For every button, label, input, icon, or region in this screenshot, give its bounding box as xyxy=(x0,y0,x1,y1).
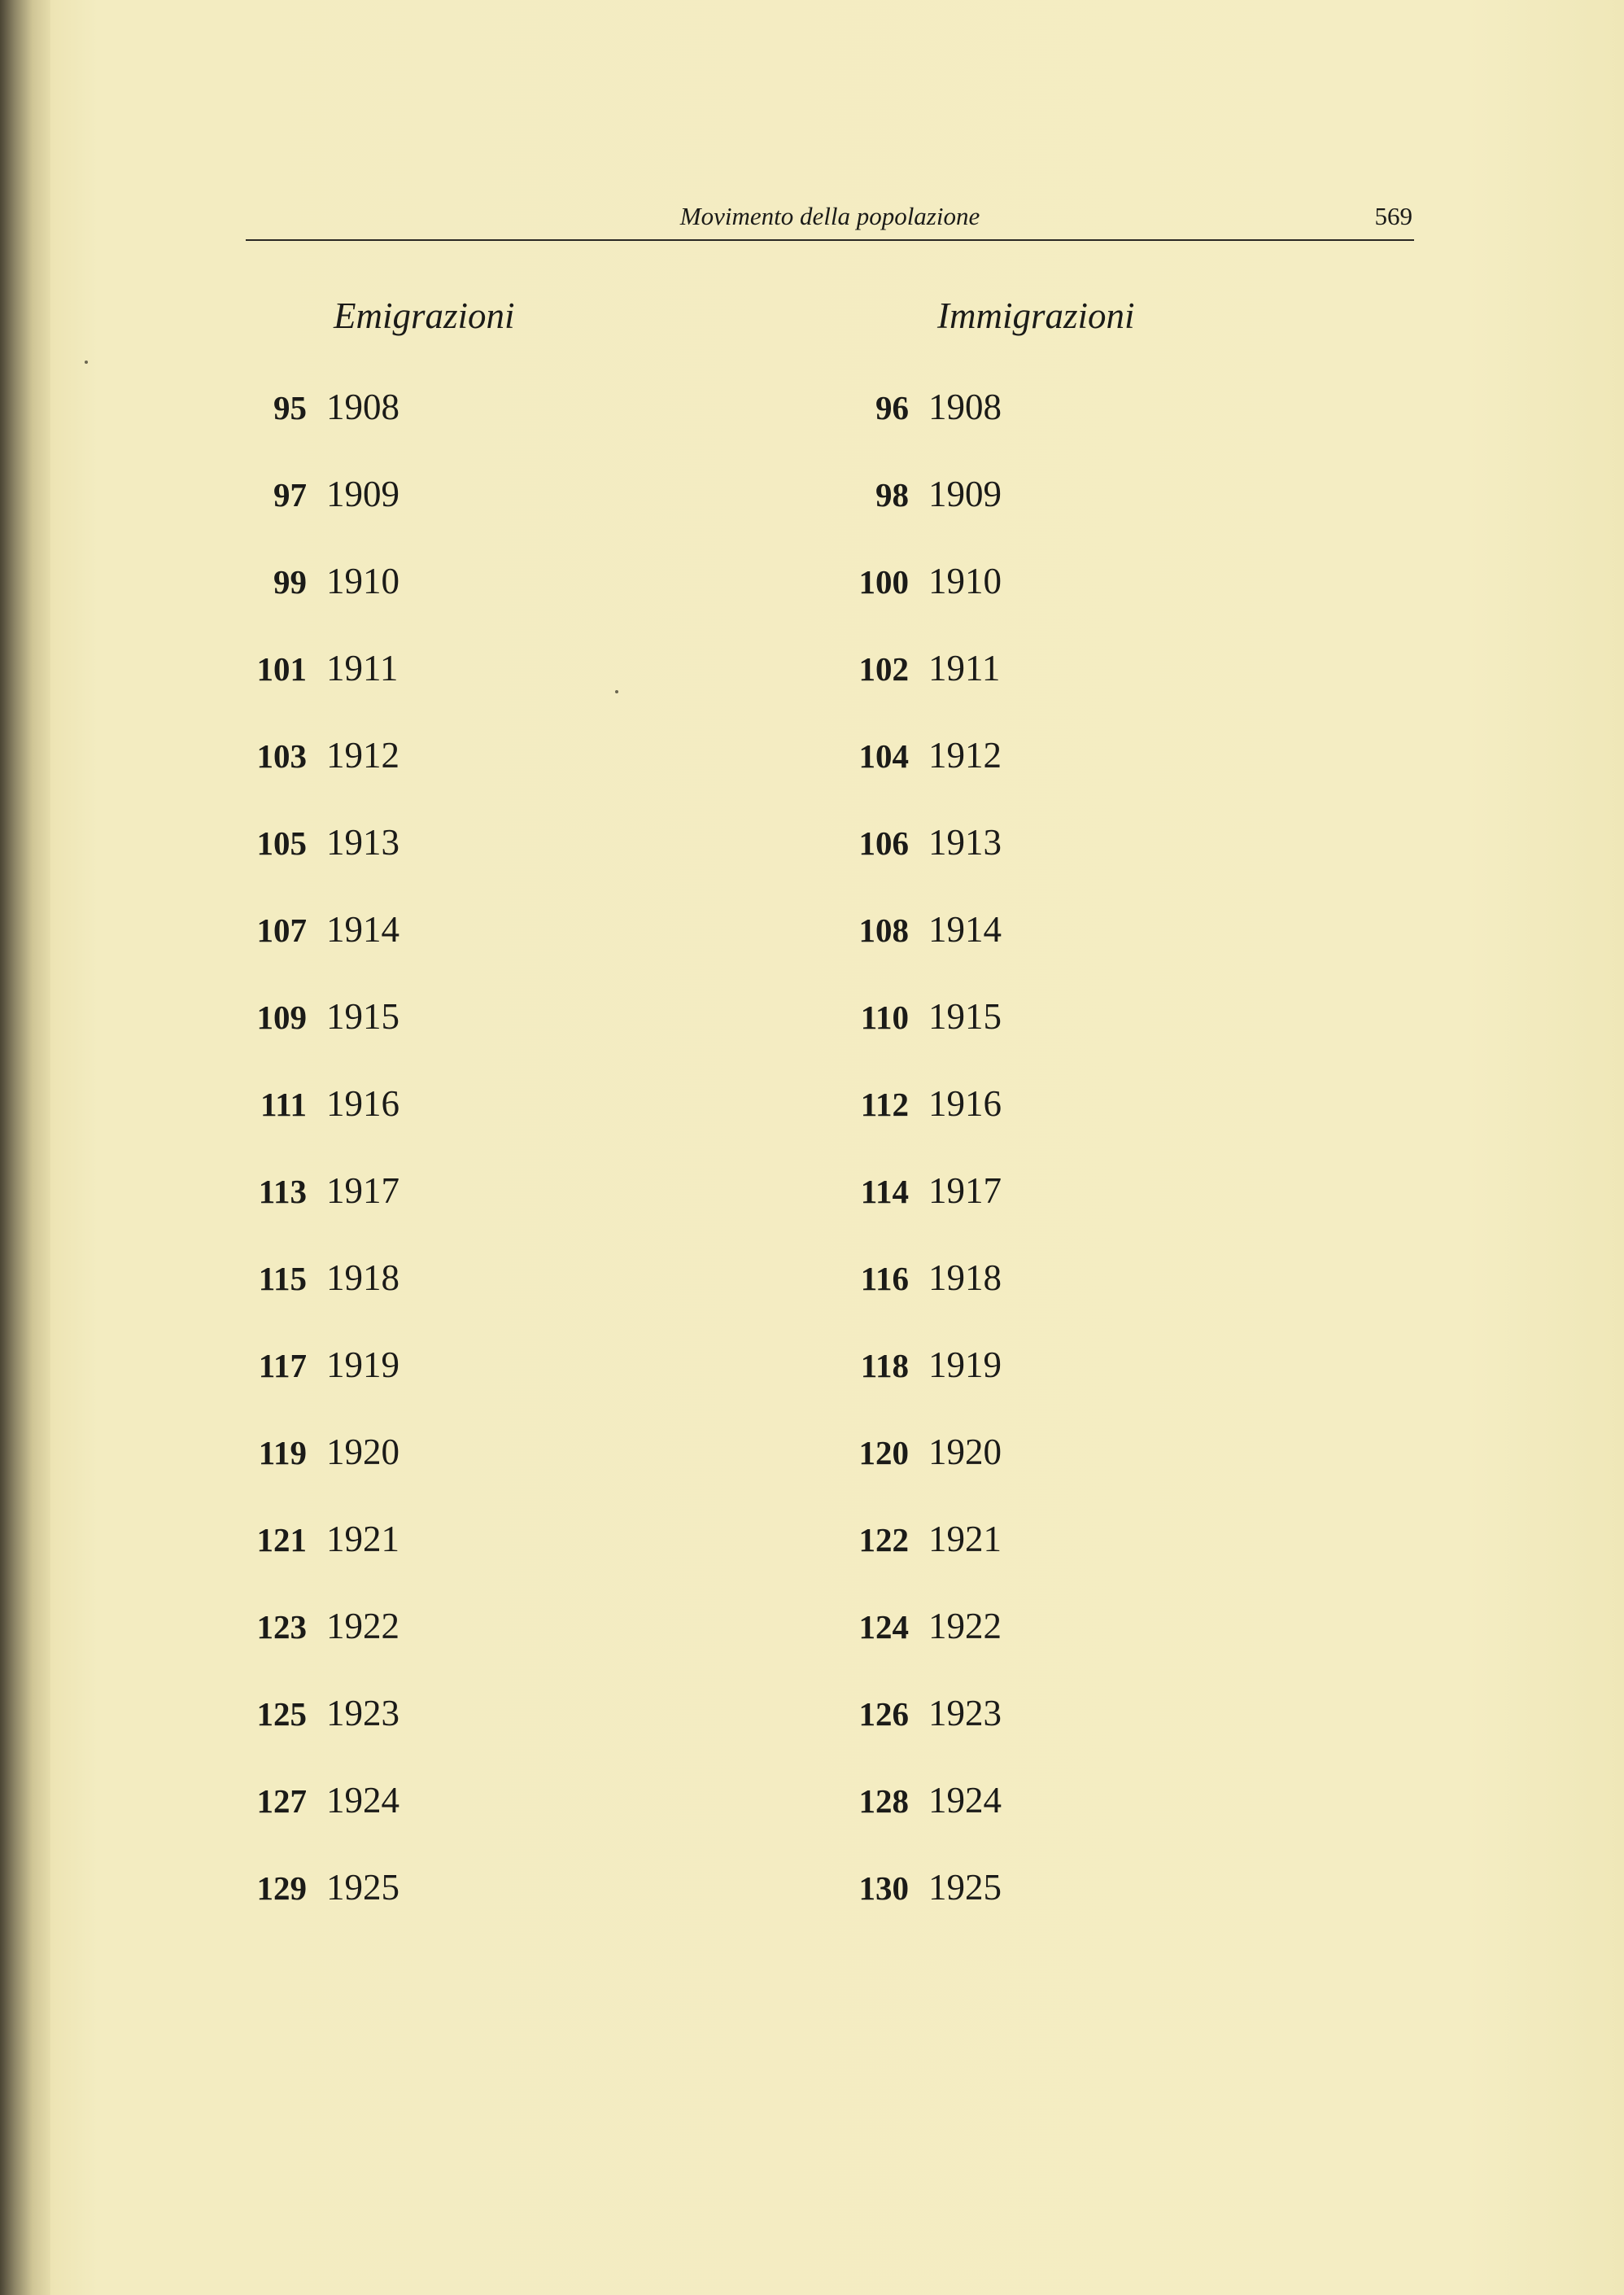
entry-year: 1920 xyxy=(326,1432,399,1472)
immigrazioni-row xyxy=(840,1426,1165,1513)
entry-number: 96 xyxy=(875,389,909,426)
immigrazioni-row xyxy=(840,555,1165,642)
entry-number: 107 xyxy=(256,911,307,949)
entry-number: 123 xyxy=(256,1608,307,1646)
entry-year: 1922 xyxy=(928,1606,1002,1646)
entry-year: 1925 xyxy=(326,1867,399,1908)
entry-year: 1919 xyxy=(928,1344,1002,1385)
book-spine-shadow xyxy=(0,0,50,2295)
emigrazioni-row xyxy=(238,729,563,816)
immigrazioni-row xyxy=(840,1600,1165,1687)
entry-number: 114 xyxy=(860,1173,909,1210)
entry-number: 126 xyxy=(858,1695,909,1733)
immigrazioni-heading: Immigrazioni xyxy=(937,295,1135,336)
immigrazioni-row xyxy=(840,990,1165,1078)
immigrazioni-row xyxy=(840,1252,1165,1339)
entry-year: 1922 xyxy=(326,1606,399,1646)
entry-number: 110 xyxy=(860,999,909,1036)
entry-number: 101 xyxy=(256,650,307,688)
immigrazioni-list xyxy=(840,381,1165,1948)
entry-number: 112 xyxy=(860,1086,909,1123)
immigrazioni-row xyxy=(840,1165,1165,1252)
entry-year: 1924 xyxy=(928,1780,1002,1821)
immigrazioni-row xyxy=(840,381,1165,468)
entry-number: 99 xyxy=(273,563,307,601)
entry-year: 1921 xyxy=(928,1519,1002,1559)
entry-number: 121 xyxy=(256,1521,307,1558)
immigrazioni-row xyxy=(840,903,1165,990)
emigrazioni-row xyxy=(238,1252,563,1339)
emigrazioni-row xyxy=(238,381,563,468)
ink-speck xyxy=(85,361,88,364)
entry-year: 1917 xyxy=(326,1170,399,1211)
entry-number: 124 xyxy=(858,1608,909,1646)
entry-number: 118 xyxy=(860,1347,909,1384)
entry-year: 1923 xyxy=(928,1693,1002,1733)
entry-number: 104 xyxy=(858,737,909,775)
entry-year: 1909 xyxy=(928,474,1002,514)
entry-year: 1924 xyxy=(326,1780,399,1821)
entry-year: 1918 xyxy=(928,1257,1002,1298)
entry-number: 113 xyxy=(258,1173,307,1210)
entry-number: 122 xyxy=(858,1521,909,1558)
entry-number: 100 xyxy=(858,563,909,601)
entry-number: 111 xyxy=(260,1086,307,1123)
immigrazioni-row xyxy=(840,1774,1165,1861)
entry-number: 119 xyxy=(258,1434,307,1471)
entry-number: 128 xyxy=(858,1782,909,1820)
entry-year: 1913 xyxy=(928,822,1002,863)
entry-number: 98 xyxy=(875,476,909,514)
entry-number: 129 xyxy=(256,1869,307,1907)
entry-year: 1909 xyxy=(326,474,399,514)
emigrazioni-list xyxy=(238,381,563,1948)
entry-year: 1920 xyxy=(928,1432,1002,1472)
emigrazioni-row xyxy=(238,903,563,990)
page-number: 569 xyxy=(1374,202,1412,230)
entry-year: 1908 xyxy=(928,387,1002,427)
entry-number: 116 xyxy=(860,1260,909,1297)
running-title: Movimento della popolazione xyxy=(679,202,980,230)
emigrazioni-row xyxy=(238,990,563,1078)
emigrazioni-row xyxy=(238,1339,563,1426)
entry-year: 1910 xyxy=(928,561,1002,601)
emigrazioni-row xyxy=(238,1687,563,1774)
emigrazioni-row xyxy=(238,1078,563,1165)
entry-number: 109 xyxy=(256,999,307,1036)
entry-number: 102 xyxy=(858,650,909,688)
emigrazioni-row xyxy=(238,816,563,903)
immigrazioni-row xyxy=(840,642,1165,729)
entry-year: 1911 xyxy=(928,648,1001,688)
entry-year: 1917 xyxy=(928,1170,1002,1211)
entry-number: 127 xyxy=(256,1782,307,1820)
entry-number: 115 xyxy=(258,1260,307,1297)
entry-year: 1911 xyxy=(326,648,399,688)
immigrazioni-row xyxy=(840,1339,1165,1426)
entry-year: 1923 xyxy=(326,1693,399,1733)
entry-year: 1912 xyxy=(928,735,1002,776)
emigrazioni-row xyxy=(238,468,563,555)
emigrazioni-row xyxy=(238,642,563,729)
immigrazioni-row xyxy=(840,468,1165,555)
entry-year: 1913 xyxy=(326,822,399,863)
immigrazioni-row xyxy=(840,1861,1165,1948)
entry-year: 1921 xyxy=(326,1519,399,1559)
entry-year: 1914 xyxy=(928,909,1002,950)
entry-number: 103 xyxy=(256,737,307,775)
entry-number: 95 xyxy=(273,389,307,426)
emigrazioni-row xyxy=(238,1600,563,1687)
entry-year: 1912 xyxy=(326,735,399,776)
immigrazioni-row xyxy=(840,729,1165,816)
entry-number: 106 xyxy=(858,824,909,862)
entry-year: 1919 xyxy=(326,1344,399,1385)
emigrazioni-row xyxy=(238,1426,563,1513)
emigrazioni-row xyxy=(238,555,563,642)
immigrazioni-row xyxy=(840,816,1165,903)
entry-year: 1918 xyxy=(326,1257,399,1298)
entry-year: 1916 xyxy=(326,1083,399,1124)
entry-year: 1915 xyxy=(326,996,399,1037)
entry-number: 120 xyxy=(858,1434,909,1471)
entry-year: 1925 xyxy=(928,1867,1002,1908)
immigrazioni-row xyxy=(840,1078,1165,1165)
entry-year: 1916 xyxy=(928,1083,1002,1124)
entry-year: 1915 xyxy=(928,996,1002,1037)
entry-year: 1914 xyxy=(326,909,399,950)
entry-number: 125 xyxy=(256,1695,307,1733)
entry-number: 130 xyxy=(858,1869,909,1907)
emigrazioni-row xyxy=(238,1774,563,1861)
entry-number: 97 xyxy=(273,476,307,514)
entry-number: 105 xyxy=(256,824,307,862)
entry-number: 108 xyxy=(858,911,909,949)
emigrazioni-row xyxy=(238,1861,563,1948)
emigrazioni-heading: Emigrazioni xyxy=(334,295,515,336)
emigrazioni-row xyxy=(238,1165,563,1252)
entry-number: 117 xyxy=(258,1347,307,1384)
entry-year: 1910 xyxy=(326,561,399,601)
immigrazioni-row xyxy=(840,1513,1165,1600)
immigrazioni-row xyxy=(840,1687,1165,1774)
ink-speck xyxy=(615,690,618,693)
entry-year: 1908 xyxy=(326,387,399,427)
emigrazioni-row xyxy=(238,1513,563,1600)
running-head xyxy=(246,200,1414,241)
